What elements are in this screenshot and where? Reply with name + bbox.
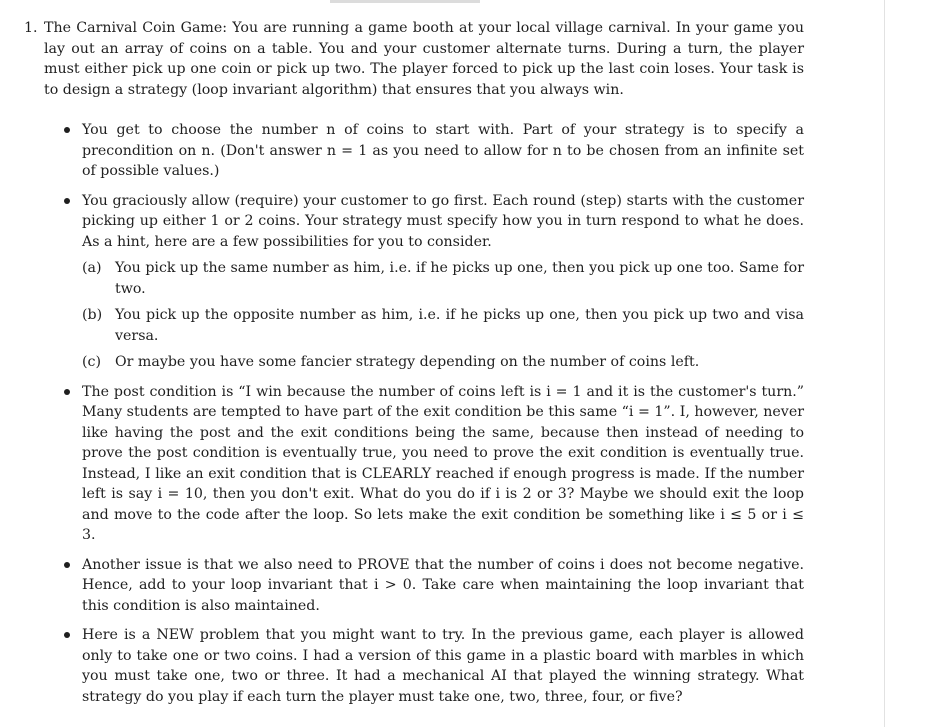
bullet-text: You graciously allow (require) your customer to go first. Each round (step) starts with the customer picking up either 1 or 2 coins. Your strategy must specify how you in turn respond to what he does. As a hint, here are a few possibilities for you to consider. (82, 192, 804, 250)
option-text: You pick up the opposite number as him, i.e. if he picks up one, then you pick up two and visa versa. (115, 307, 804, 344)
bullet-list (60, 120, 804, 716)
top-cutoff-rule (330, 0, 480, 3)
bullet-item-new-problem (60, 625, 804, 707)
bullet-dot-icon (64, 389, 70, 395)
option-text: Or maybe you have some fancier strategy depending on the number of coins left. (115, 354, 700, 370)
problem-text: The Carnival Coin Game: You are running a game booth at your local village carnival. In your game you lay out an array of coins on a table. You and your customer alternate turns. During a turn, the player must either pick up one coin or pick up two. The player forced to pick up the last coin loses. Your task is to design a strategy (loop invariant algorithm) that ensures that you always win. (44, 20, 804, 98)
bullet-text: Another issue is that we also need to PROVE that the number of coins i does not become negative. Hence, add to your loop invariant that i > 0. Take care when maintaining the loop invariant that this condition is also maintained. (82, 556, 804, 614)
bullet-dot-icon (64, 198, 70, 204)
problem-number: 1. (24, 20, 38, 36)
bullet-item-strategy (60, 191, 804, 373)
bullet-item-nonnegative (60, 555, 804, 617)
bullet-item-post-condition (60, 382, 804, 546)
bullet-dot-icon (64, 127, 70, 133)
bullet-dot-icon (64, 562, 70, 568)
bullet-text: You get to choose the number n of coins to start with. Part of your strategy is to specify a precondition on n. (Don't answer n = 1 as you need to allow for n to be chosen from an infinite set of possible values.) (82, 122, 804, 179)
strategy-option-c (82, 352, 804, 373)
bullet-item-precondition (60, 120, 804, 182)
option-label: (c) (82, 354, 102, 370)
option-label: (a) (82, 260, 102, 276)
bullet-text: Here is a NEW problem that you might want to try. In the previous game, each player is allowed only to take one or two coins. I had a version of this game in a plastic board with marbles in which you must take one, two or three. It had a mechanical AI that played the winning strategy. What strategy do you play if each turn the player must take one, two, three, four, or five? (82, 627, 804, 705)
strategy-options-list (82, 258, 804, 373)
page-right-divider (884, 0, 885, 727)
option-text: You pick up the same number as him, i.e. if he picks up one, then you pick up one too. Same for two. (115, 260, 804, 297)
option-label: (b) (82, 307, 103, 323)
strategy-option-a (82, 258, 804, 299)
bullet-text: The post condition is “I win because the number of coins left is i = 1 and it is the customer's turn.” Many students are tempted to have part of the exit condition be this same “i = 1”. I, however, never like having the post and the exit conditions being the same, because then instead of needing to prove the post condition is eventually true, you need to prove the exit condition is eventually true. Instead, I like an exit condition that is CLEARLY reached if enough progress is made. If the number left is say i = 10, then you don't exit. What do you do if i is 2 or 3? Maybe we should exit the loop and move to the code after the loop. So lets make the exit condition be something like i ≤ 5 or i ≤ 3. (82, 383, 804, 543)
bullet-dot-icon (64, 632, 70, 638)
problem-statement (24, 18, 804, 100)
strategy-option-b (82, 305, 804, 346)
